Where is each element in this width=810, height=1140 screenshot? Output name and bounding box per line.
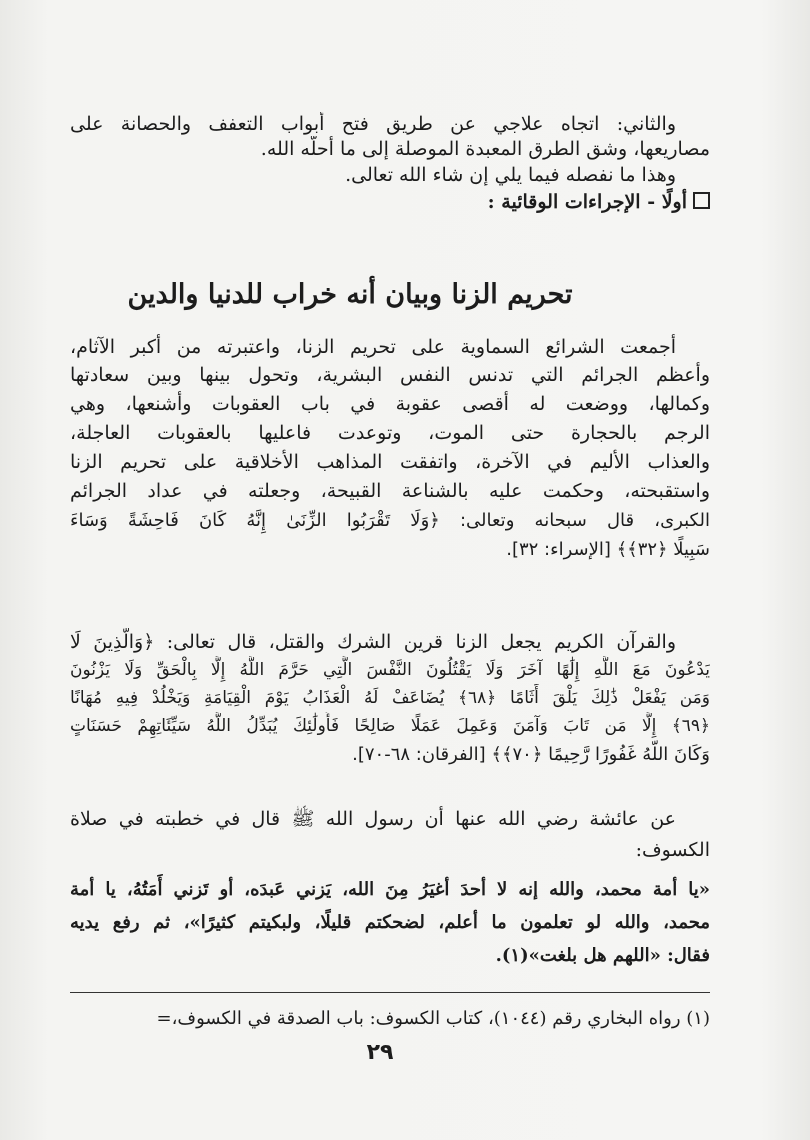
p2-line: وَكَانَ اللَّهُ غَفُورًا رَّحِيمًا ﴿٧٠﴾﴾ [الفرقان: ٦٨-٧٠]. xyxy=(352,744,710,765)
intro-section xyxy=(70,112,710,216)
paragraph-3 xyxy=(70,804,710,870)
footnote: (١) رواه البخاري رقم (١٠٤٤)، كتاب الكسوف: باب الصدقة في الكسوف،= xyxy=(156,1008,710,1029)
p1-line: وكمالها، ووضعت له أقصى عقوبة في باب العقوبات وأشنعها، وهي xyxy=(70,393,710,415)
footnote-divider xyxy=(70,992,710,993)
section-label xyxy=(70,188,710,216)
page-number: ٢٩ xyxy=(366,1040,394,1065)
hadith-quote xyxy=(70,874,710,972)
p2-line: وَمَن يَفْعَلْ ذَٰلِكَ يَلْقَ أَثَامًا ﴿٦٨﴾ يُضَاعَفْ لَهُ الْعَذَابُ يَوْمَ الْقِيَامَةِ وَيَخْلُدْ فِيهِ مُهَانًا xyxy=(70,688,710,708)
p3-line: الكسوف: xyxy=(635,839,710,861)
paragraph-1 xyxy=(70,333,710,564)
p1-line: وأعظم الجرائم التي تدنس النفس البشرية، وتحول بينها وبين سعادتها xyxy=(70,364,710,386)
p1-line: أجمعت الشرائع السماوية على تحريم الزنا، واعتبرته من أكبر الآثام، xyxy=(70,336,676,358)
p2-line: والقرآن الكريم يجعل الزنا قرين الشرك والقتل، قال تعالى: ﴿وَالَّذِينَ لَا xyxy=(70,631,676,653)
section-heading: تحريم الزنا وبيان أنه خراب للدنيا والدين xyxy=(127,279,573,310)
intro-line-1: والثاني: اتجاه علاجي عن طريق فتح أبواب التعفف والحصانة على xyxy=(70,113,676,135)
p1-line: واستقبحته، وحكمت عليه بالشناعة القبيحة، وجعلته في عداد الجرائم xyxy=(70,480,710,502)
paragraph-2 xyxy=(70,628,710,770)
p1-line: الرجم بالحجارة حتى الموت، وتوعدت فاعليها بالعقوبات العاجلة، xyxy=(70,422,710,444)
section-label-text: أولًا - الإجراءات الوقائية : xyxy=(487,191,687,213)
p1-line: الكبرى، قال سبحانه وتعالى: ﴿وَلَا تَقْرَبُوا الزِّنَىٰ إِنَّهُ كَانَ فَاحِشَةً وَسَاءَ xyxy=(70,510,710,531)
hadith-line: «يا أمة محمد، والله إنه لا أحدَ أغيَرُ مِنَ الله، يَزني عَبدَه، أو تَزني أَمَتُهُ، يا أمة xyxy=(70,879,710,900)
p2-line: يَدْعُونَ مَعَ اللَّهِ إِلَٰهًا آخَرَ وَلَا يَقْتُلُونَ النَّفْسَ الَّتِي حَرَّمَ اللَّهُ إِلَّا بِالْحَقِّ وَلَا يَزْنُونَ xyxy=(70,660,710,680)
p3-line: عن عائشة رضي الله عنها أن رسول الله ﷺ قال في خطبته في صلاة xyxy=(70,808,676,830)
intro-line-3: وهذا ما نفصله فيما يلي إن شاء الله تعالى. xyxy=(345,164,676,186)
checkbox-icon xyxy=(693,192,710,209)
p1-line: سَبِيلًا ﴿٣٢﴾﴾ [الإسراء: ٣٢]. xyxy=(506,539,710,560)
hadith-line: فقال: «اللهم هل بلغت»(١). xyxy=(495,945,710,966)
p2-line: ﴿٦٩﴾ إِلَّا مَن تَابَ وَآمَنَ وَعَمِلَ عَمَلًا صَالِحًا فَأُولَٰئِكَ يُبَدِّلُ اللَّهُ سَيِّئَاتِهِمْ حَسَنَاتٍ xyxy=(70,716,710,736)
intro-line-2: مصاريعها، وشق الطرق المعبدة الموصلة إلى ما أحلَّه الله. xyxy=(260,138,710,160)
p1-line: والعذاب الأليم في الآخرة، واتفقت المذاهب الأخلاقية على تحريم الزنا xyxy=(70,451,710,473)
hadith-line: محمد، والله لو تعلمون ما أعلم، لضحكتم قليلًا، ولبكيتم كثيرًا»، ثم رفع يديه xyxy=(70,912,710,933)
